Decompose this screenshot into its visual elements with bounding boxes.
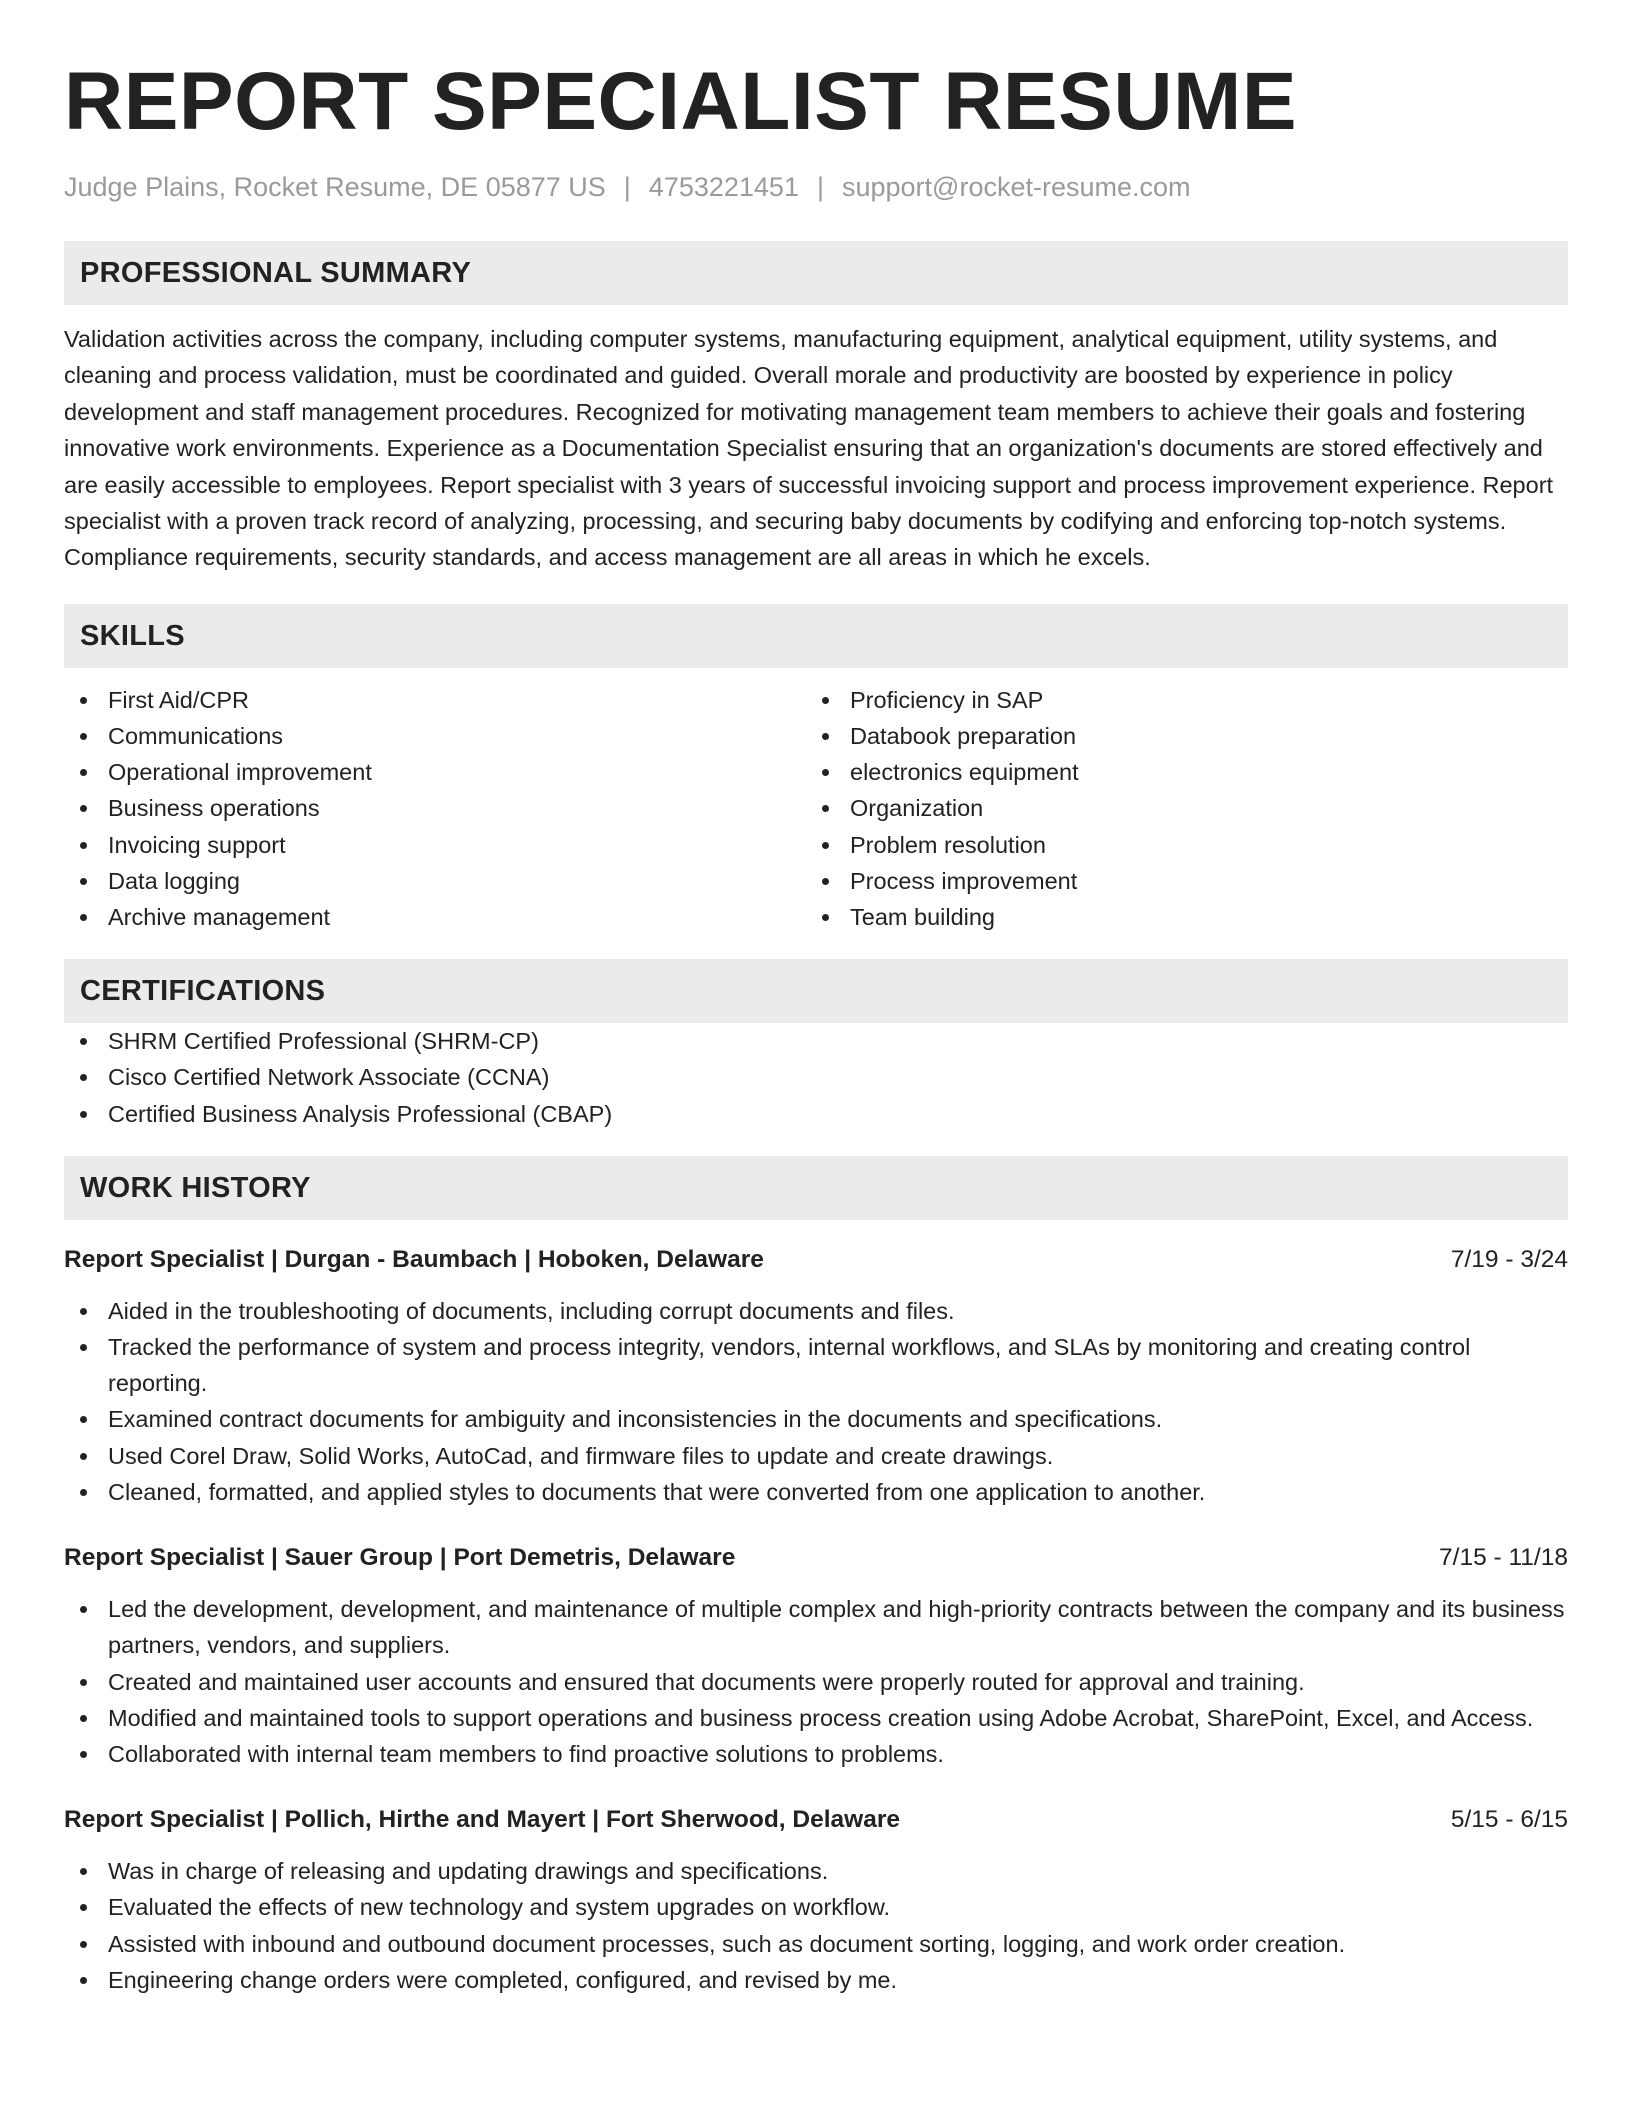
- job-bullet: Examined contract documents for ambiguity and inconsistencies in the documents and specifications.: [64, 1401, 1568, 1437]
- job-title: Report Specialist | Pollich, Hirthe and Mayert | Fort Sherwood, Delaware: [64, 1806, 901, 1834]
- job-header: [64, 1802, 1568, 1838]
- resume-page: [64, 0, 1568, 1998]
- skill-item: Process improvement: [806, 863, 1548, 899]
- skill-item: Problem resolution: [806, 827, 1548, 863]
- job-header: [64, 1540, 1568, 1576]
- certification-item: Certified Business Analysis Professional (CBAP): [64, 1096, 1568, 1132]
- job-title: Report Specialist | Sauer Group | Port Demetris, Delaware: [64, 1544, 736, 1572]
- skill-item: Communications: [64, 718, 806, 754]
- skill-item: Databook preparation: [806, 718, 1548, 754]
- job-bullet: Collaborated with internal team members to find proactive solutions to problems.: [64, 1736, 1568, 1772]
- job-bullet: Assisted with inbound and outbound document processes, such as document sorting, logging, and work order creation.: [64, 1926, 1568, 1962]
- section-header-certifications: CERTIFICATIONS: [64, 959, 1568, 1023]
- contact-separator: |: [816, 172, 824, 202]
- resume-title: REPORT SPECIALIST RESUME: [64, 56, 1298, 147]
- skill-item: First Aid/CPR: [64, 682, 806, 718]
- job-bullet: Modified and maintained tools to support operations and business process creation using Adobe Acrobat, SharePoint, Excel, and Access.: [64, 1700, 1568, 1736]
- skill-item: Organization: [806, 790, 1548, 826]
- certifications-list: [64, 1023, 1568, 1132]
- job-entry: [64, 1242, 1568, 1510]
- job-bullet: Used Corel Draw, Solid Works, AutoCad, and firmware files to update and create drawings.: [64, 1438, 1568, 1474]
- skill-item: Business operations: [64, 790, 806, 826]
- job-bullet: Aided in the troubleshooting of documents, including corrupt documents and files.: [64, 1293, 1568, 1329]
- skill-item: Team building: [806, 899, 1548, 935]
- section-header-work-history: WORK HISTORY: [64, 1156, 1568, 1220]
- skill-item: Data logging: [64, 863, 806, 899]
- skills-columns: [64, 682, 1568, 935]
- job-title: Report Specialist | Durgan - Baumbach | Hoboken, Delaware: [64, 1245, 764, 1273]
- job-bullets: [64, 1591, 1568, 1772]
- contact-email: support@rocket-resume.com: [841, 172, 1191, 202]
- job-dates: 5/15 - 6/15: [1450, 1806, 1568, 1834]
- skills-list-right: [806, 682, 1548, 935]
- job-dates: 7/15 - 11/18: [1439, 1544, 1568, 1572]
- skill-item: Proficiency in SAP: [806, 682, 1548, 718]
- contact-line: [64, 169, 1568, 205]
- certification-item: SHRM Certified Professional (SHRM-CP): [64, 1023, 1568, 1059]
- job-bullets: [64, 1293, 1568, 1510]
- contact-phone: 4753221451: [648, 172, 799, 202]
- skill-item: Invoicing support: [64, 827, 806, 863]
- job-bullet: Led the development, development, and maintenance of multiple complex and high-priority contracts between the company and its business partners, vendors, and suppliers.: [64, 1591, 1568, 1663]
- section-header-summary: PROFESSIONAL SUMMARY: [64, 241, 1568, 305]
- summary-text: Validation activities across the company, including computer systems, manufacturing equipment, analytical equipment, utility systems, and cleaning and process validation, must be coordinated and guided. Overall morale and productivity are boosted by experience in policy development and staff management procedures. Recognized for motivating management team members to achieve their goals and fostering innovative work environments. Experience as a Documentation Specialist ensuring that an organization's documents are stored effectively and are easily accessible to employees. Report specialist with 3 years of successful invoicing support and process improvement experience. Report specialist with a proven track record of analyzing, processing, and securing baby documents by codifying and enforcing top-notch systems. Compliance requirements, security standards, and access management are all areas in which he excels.: [64, 326, 1554, 571]
- job-entry: [64, 1540, 1568, 1772]
- job-bullet: Cleaned, formatted, and applied styles to documents that were converted from one application to another.: [64, 1474, 1568, 1510]
- skill-item: electronics equipment: [806, 754, 1548, 790]
- job-bullet: Engineering change orders were completed, configured, and revised by me.: [64, 1962, 1568, 1998]
- job-header: [64, 1242, 1568, 1278]
- skill-item: Operational improvement: [64, 754, 806, 790]
- certification-item: Cisco Certified Network Associate (CCNA): [64, 1059, 1568, 1095]
- job-bullet: Created and maintained user accounts and ensured that documents were properly routed for approval and training.: [64, 1664, 1568, 1700]
- job-bullets: [64, 1853, 1568, 1998]
- job-bullet: Was in charge of releasing and updating drawings and specifications.: [64, 1853, 1568, 1889]
- skill-item: Archive management: [64, 899, 806, 935]
- job-bullet: Evaluated the effects of new technology and system upgrades on workflow.: [64, 1889, 1568, 1925]
- contact-address: Judge Plains, Rocket Resume, DE 05877 US: [64, 172, 606, 202]
- section-header-skills: SKILLS: [64, 604, 1568, 668]
- skills-list-left: [64, 682, 806, 935]
- job-bullet: Tracked the performance of system and process integrity, vendors, internal workflows, and SLAs by monitoring and creating control reporting.: [64, 1329, 1568, 1401]
- job-dates: 7/19 - 3/24: [1450, 1245, 1568, 1273]
- contact-separator: |: [623, 172, 631, 202]
- job-entry: [64, 1802, 1568, 1998]
